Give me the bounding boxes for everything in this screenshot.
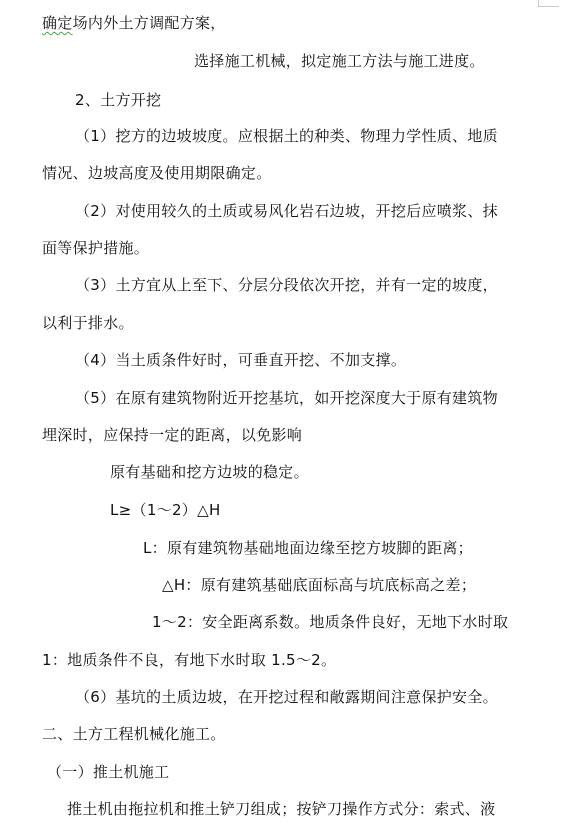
text-line-1 bbox=[42, 13, 226, 33]
text-line-9: 以利于排水。 bbox=[42, 314, 134, 332]
text-line-4: （1）挖方的边坡坡度。应根据土的种类、物理力学性质、地质 bbox=[75, 127, 498, 145]
text-line-19: （6）基坑的土质边坡，在开挖过程和敞露期间注意保护安全。 bbox=[75, 688, 498, 706]
text-line-5: 情况、边坡高度及使用期限确定。 bbox=[42, 164, 272, 182]
text-line-13: 原有基础和挖方边坡的稳定。 bbox=[110, 463, 309, 481]
definition-delta-H: △H：原有建筑基础底面标高与坑底标高之差； bbox=[162, 576, 477, 594]
section-heading-mechanized-construction: 二、土方工程机械化施工。 bbox=[42, 725, 226, 743]
text-line-22: 推土机由拖拉机和推土铲刀组成；按铲刀操作方式分：索式、液 bbox=[67, 800, 496, 818]
section-heading-earthwork-excavation: 2、土方开挖 bbox=[75, 91, 162, 109]
text-line-7: 面等保护措施。 bbox=[42, 239, 150, 257]
definition-L: L：原有建筑物基础地面边缘至挖方坡脚的距离； bbox=[143, 539, 473, 557]
text-line-10: （4）当土质条件好时，可垂直开挖、不加支撑。 bbox=[75, 351, 407, 369]
text-line-11: （5）在原有建筑物附近开挖基坑，如开挖深度大于原有建筑物 bbox=[75, 389, 498, 407]
text-line-18: 1：地质条件不良，有地下水时取 1.5～2。 bbox=[42, 651, 337, 669]
text-line-1-rest: 场内外土方调配方案， bbox=[72, 14, 226, 32]
page-corner-marker bbox=[538, 0, 559, 7]
formula-line: L≥（1～2）△H bbox=[110, 501, 221, 519]
subsection-heading-bulldozer: （一）推土机施工 bbox=[47, 763, 170, 781]
spellcheck-flagged-word: 确定 bbox=[42, 14, 73, 32]
text-line-8: （3）土方宜从上至下、分层分段依次开挖，并有一定的坡度， bbox=[75, 276, 498, 294]
text-line-17: 1～2：安全距离系数。地质条件良好，无地下水时取 bbox=[152, 613, 509, 631]
text-line-2: 选择施工机械，拟定施工方法与施工进度。 bbox=[194, 52, 485, 70]
text-line-6: （2）对使用较久的土质或易风化岩石边坡，开挖后应喷浆、抹 bbox=[75, 202, 498, 220]
text-line-12: 埋深时，应保持一定的距离，以免影响 bbox=[42, 426, 303, 444]
